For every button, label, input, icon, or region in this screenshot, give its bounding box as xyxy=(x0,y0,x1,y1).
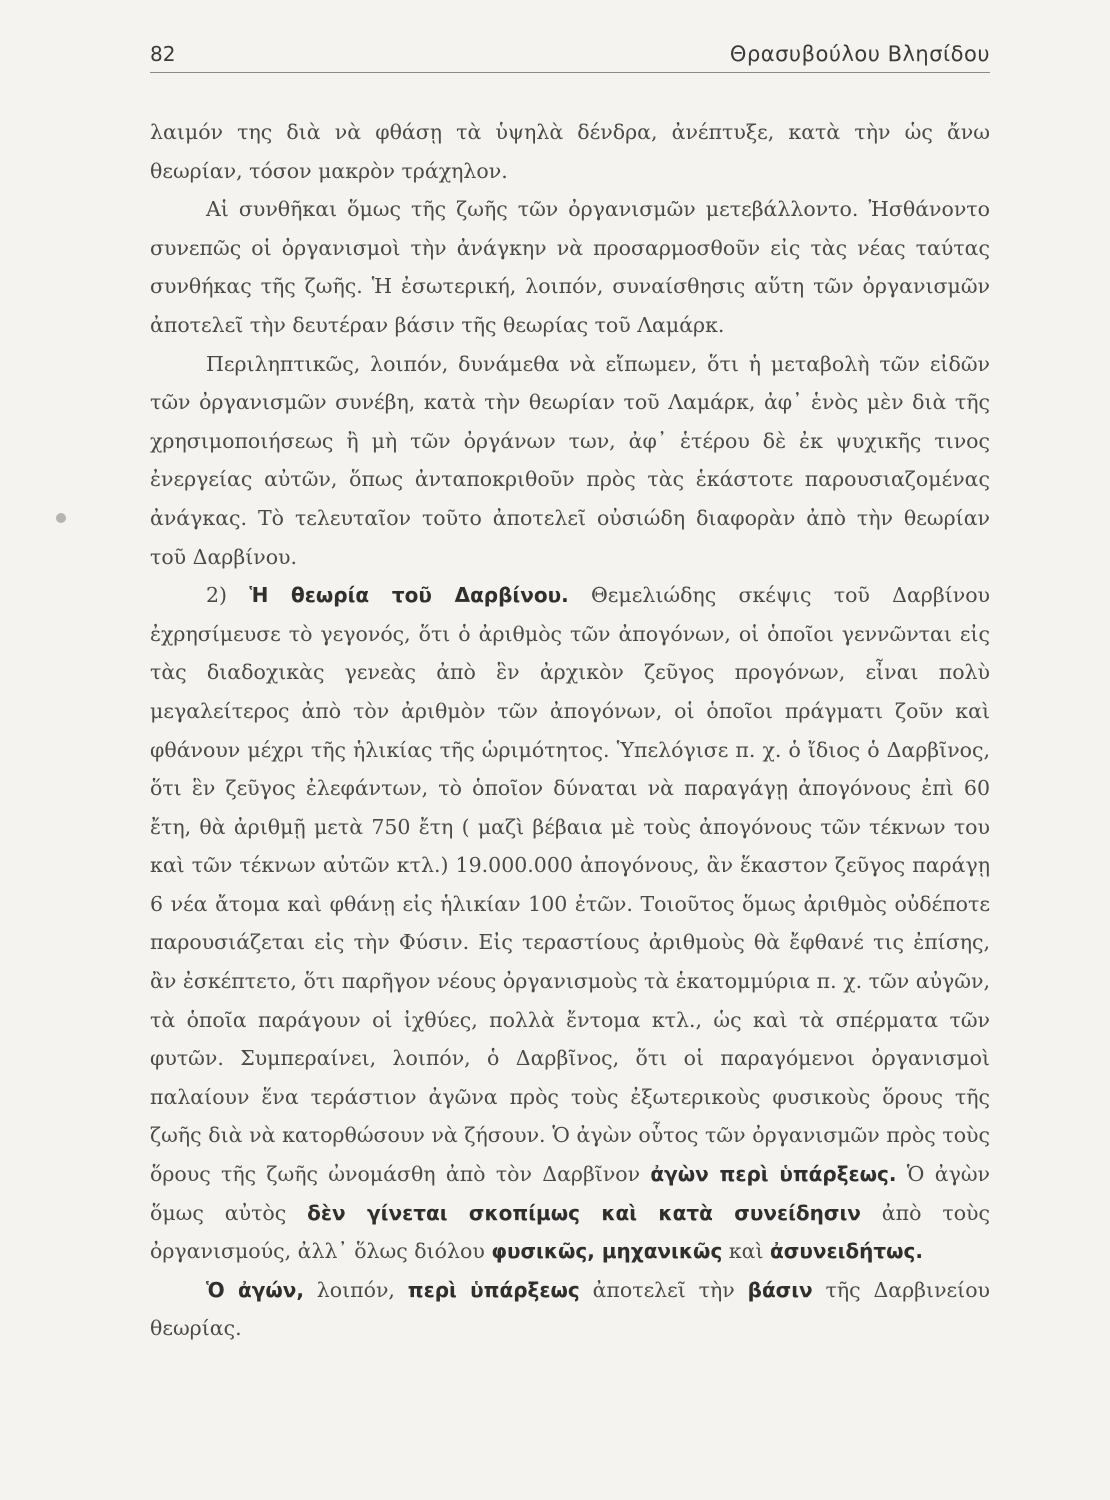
body-text xyxy=(150,113,990,1348)
paragraph-text: ἀποτελεῖ τὴν xyxy=(579,1277,748,1302)
paragraph-text: Αἱ συνθῆκαι ὅμως τῆς ζωῆς τῶν ὀργανισμῶν μετεβάλλοντο. Ἠσθάνοντο συνεπῶς οἱ ὀργανισμοὶ τὴν ἀνάγκην νὰ προσαρμοσθοῦν εἰς τὰς νέας ταύτας συνθήκας τῆς ζωῆς. Ἡ ἐσωτερική, λοιπόν, συναίσθησις αὕτη τῶν ὀργανισμῶν ἀποτελεῖ τὴν δευτέραν βάσιν τῆς θεωρίας τοῦ Λαμάρκ. xyxy=(150,197,990,337)
emphasis-text: δὲν γίνεται σκοπίμως καὶ κατὰ συνείδησιν xyxy=(307,1200,861,1225)
emphasis-text: Ὁ ἀγών, xyxy=(206,1277,304,1302)
emphasis-text: φυσικῶς, μηχανικῶς xyxy=(491,1239,723,1264)
paragraph-text: καὶ xyxy=(722,1239,771,1264)
emphasis-text: ἀσυνειδήτως. xyxy=(770,1239,923,1264)
page-number: 82 xyxy=(150,42,176,66)
paragraph-1 xyxy=(150,113,990,190)
emphasis-text: περὶ ὑπάρξεως xyxy=(407,1277,580,1302)
running-head xyxy=(150,42,990,73)
paragraph-text: Περιληπτικῶς, λοιπόν, δυνάμεθα νὰ εἴπωμεν, ὅτι ἡ μεταβολὴ τῶν εἰδῶν τῶν ὀργανισμῶν συνέβη, κατὰ τὴν θεωρίαν τοῦ Λαμάρκ, ἀφ᾽ ἑνὸς μὲν διὰ τῆς χρησιμοποιήσεως ἢ μὴ τῶν ὀργάνων των, ἀφ᾽ ἑτέρου δὲ ἐκ ψυχικῆς τινος ἐνεργείας αὐτῶν, ὅπως ἀνταποκριθοῦν πρὸς τὰς ἑκάστοτε παρουσιαζομένας ἀνάγκας. Τὸ τελευταῖον τοῦτο ἀποτελεῖ οὐσιώδη διαφορὰν ἀπὸ τὴν θεωρίαν τοῦ Δαρβίνου. xyxy=(150,351,990,569)
paragraph-text: Θεμελιώδης σκέψις τοῦ Δαρβίνου ἐχρησίμευσε τὸ γεγονός, ὅτι ὁ ἀριθμὸς τῶν ἀπογόνων, οἱ ὁποῖοι γεννῶνται εἰς τὰς διαδοχικὰς γενεὰς ἀπὸ ἓν ἀρχικὸν ζεῦγος προγόνων, εἶναι πολὺ μεγαλείτερος ἀπὸ τὸν ἀριθμὸν τῶν ἀπογόνων, οἱ ὁποῖοι πράγματι ζοῦν καὶ φθάνουν μέχρι τῆς ἡλικίας τῆς ὡριμότητος. Ὑπελόγισε π. χ. ὁ ἴδιος ὁ Δαρβῖνος, ὅτι ἓν ζεῦγος ἐλεφάντων, τὸ ὁποῖον δύναται νὰ παραγάγῃ ἀπογόνους ἐπὶ 60 ἔτη, θὰ ἀριθμῇ μετὰ 750 ἔτη ( μαζὶ βέβαια μὲ τοὺς ἀπογόνους τῶν τέκνων του καὶ τῶν τέκνων αὐτῶν κτλ.) 19.000.000 ἀπογόνους, ἂν ἕκαστον ζεῦγος παράγῃ 6 νέα ἄτομα καὶ φθάνῃ εἰς ἡλικίαν 100 ἐτῶν. Τοιοῦτος ὅμως ἀριθμὸς οὐδέποτε παρουσιάζεται εἰς τὴν Φύσιν. Εἰς τεραστίους ἀριθμοὺς θὰ ἔφθανέ τις ἐπίσης, ἂν ἐσκέπτετο, ὅτι παρῆγον νέους ὀργανισμοὺς τὰ ἑκατομμύρια π. χ. τῶν αὐγῶν, τὰ ὁποῖα παράγουν οἱ ἰχθύες, πολλὰ ἔντομα κτλ., ὡς καὶ τὰ σπέρματα τῶν φυτῶν. Συμπεραίνει, λοιπόν, ὁ Δαρβῖνος, ὅτι οἱ παραγόμενοι ὀργανισμοὶ παλαίουν ἕνα τεράστιον ἀγῶνα πρὸς τοὺς ἐξωτερικοὺς φυσικοὺς ὅρους τῆς ζωῆς διὰ νὰ κατορθώσουν νὰ ζήσουν. Ὁ ἀγὼν οὗτος τῶν ὀργανισμῶν πρὸς τοὺς ὅρους τῆς ζωῆς ὠνομάσθη ἀπὸ τὸν Δαρβῖνον xyxy=(150,583,991,1187)
section-heading: Ἡ θεωρία τοῦ Δαρβίνου. xyxy=(249,583,569,608)
running-title: Θρασυβούλου Βλησίδου xyxy=(729,42,990,66)
paragraph-text: λαιμόν της διὰ νὰ φθάσῃ τὰ ὑψηλὰ δένδρα, ἀνέπτυξε, κατὰ τὴν ὡς ἄνω θεωρίαν, τόσον μακρὸν τράχηλον. xyxy=(150,120,990,183)
section-number: 2) xyxy=(206,583,250,608)
paragraph-5-conclusion xyxy=(150,1271,990,1348)
paragraph-text: Ὁ ἀγὼν ὅμως αὐτὸς xyxy=(150,1162,990,1225)
emphasis-text: βάσιν xyxy=(747,1277,813,1302)
paragraph-text: ἀπὸ τοὺς ὀργανισμούς, ἀλλ᾽ ὅλως διόλου xyxy=(150,1200,990,1264)
emphasis-text: ἀγὼν περὶ ὑπάρξεως. xyxy=(650,1162,897,1187)
paragraph-2 xyxy=(150,190,990,344)
paragraph-4-darwin-theory xyxy=(150,576,990,1271)
paragraph-text: λοιπόν, xyxy=(303,1277,408,1302)
book-page xyxy=(150,42,990,1348)
paragraph-3 xyxy=(150,345,990,577)
paragraph-text: τῆς Δαρβινείου θεωρίας. xyxy=(150,1277,990,1341)
page-spot xyxy=(56,513,66,523)
